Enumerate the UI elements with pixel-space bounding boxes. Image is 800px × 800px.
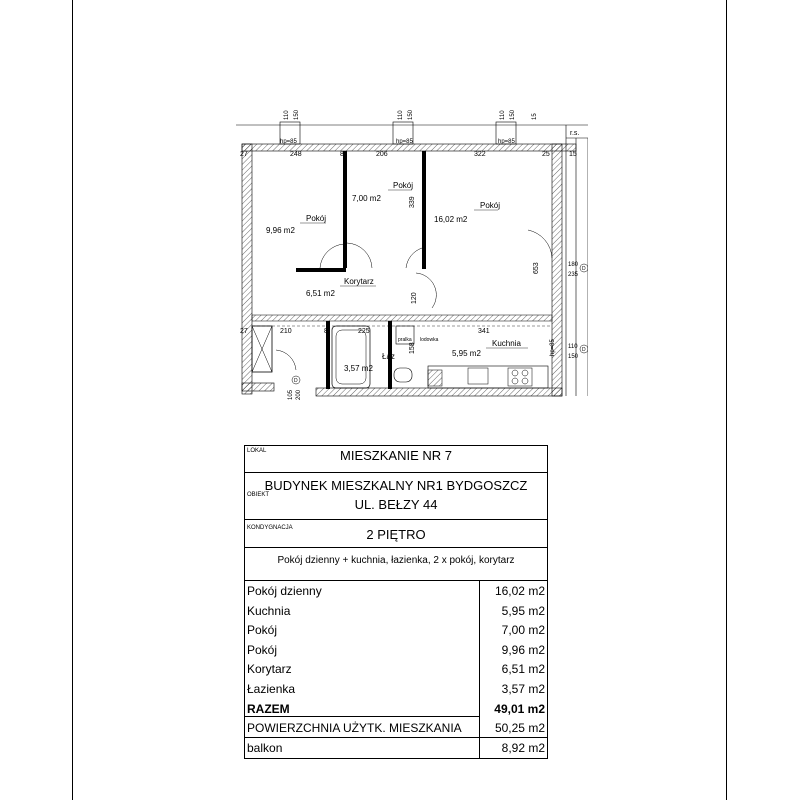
label-d1: D	[582, 266, 586, 272]
bathtub	[332, 326, 370, 388]
lokal-row	[245, 446, 547, 473]
kondygnacja-value: 2 PIĘTRO	[366, 527, 426, 542]
obiekt-label: OBIEKT	[247, 492, 270, 498]
room-1-name: Pokój	[306, 214, 327, 223]
wall-top	[242, 144, 576, 151]
table-row	[245, 679, 547, 699]
row-value: 50,25 m2	[494, 721, 545, 736]
wall-mid	[252, 315, 552, 321]
dim-110b: 110	[398, 110, 404, 120]
wall-inner-2	[422, 151, 426, 269]
wall-korytarz	[296, 268, 346, 272]
kondygnacja-label: KONDYGNACJA	[247, 525, 293, 531]
wall-inner-1	[343, 151, 347, 268]
description-row	[245, 548, 547, 581]
dim-158: 158	[409, 342, 416, 354]
room-6-area: 5,95 m2	[452, 349, 481, 358]
dim-235: 235	[568, 272, 579, 278]
wall-right	[552, 144, 562, 396]
dim-8c: 8	[324, 328, 328, 335]
label-d3: D	[294, 378, 298, 384]
dim-27a: 27	[240, 151, 248, 158]
dim-15b: 15	[532, 113, 538, 120]
dim-200: 200	[296, 389, 302, 400]
row-value: 8,92 m2	[501, 741, 545, 755]
row-name: Korytarz	[247, 662, 292, 677]
dim-248: 248	[290, 151, 302, 158]
room-3-area: 16,02 m2	[434, 215, 468, 224]
table-row	[245, 640, 547, 660]
page-border-right	[726, 0, 727, 800]
dim-hp4: hp=85	[550, 339, 556, 356]
dim-150c: 150	[510, 109, 516, 120]
label-rs: r.s.	[570, 130, 580, 137]
dim-hp3: hp=85	[498, 139, 515, 145]
dim-15: 15	[569, 151, 577, 158]
room-2-area: 7,00 m2	[352, 194, 381, 203]
room-4-name: Korytarz	[344, 277, 374, 286]
dim-25: 25	[542, 151, 550, 158]
dim-150a: 150	[294, 109, 300, 120]
row-value: 6,51 m2	[501, 662, 545, 677]
row-name: Pokój dzienny	[247, 584, 322, 598]
dim-339: 339	[409, 196, 416, 208]
wall-bottom-left	[242, 383, 274, 391]
wall-bottom	[316, 388, 562, 396]
room-4-area: 6,51 m2	[306, 289, 335, 298]
dim-110a: 110	[284, 110, 290, 120]
dim-206: 206	[376, 151, 388, 158]
table-row	[245, 581, 547, 601]
table-row	[245, 738, 547, 758]
row-name: RAZEM	[247, 701, 290, 716]
dim-120: 120	[411, 292, 418, 304]
table-row	[245, 601, 547, 621]
dim-653: 653	[533, 262, 540, 274]
dim-hp1: hp=85	[280, 139, 297, 145]
lokal-value: MIESZKANIE NR 7	[340, 448, 452, 463]
stove	[508, 368, 532, 386]
obiekt-line1: BUDYNEK MIESZKALNY NR1 BYDGOSZCZ	[264, 478, 528, 493]
row-name: balkon	[247, 741, 283, 755]
dim-8a: 8	[340, 151, 344, 158]
table-row	[245, 718, 547, 738]
area-table	[245, 581, 547, 758]
row-name: Pokój	[247, 623, 278, 638]
room-5-name: Łaz	[382, 352, 395, 361]
dim-210: 210	[280, 328, 292, 335]
dim-150b: 150	[408, 109, 414, 120]
table-row	[245, 620, 547, 640]
page-border-left	[72, 0, 73, 800]
room-1-area: 9,96 m2	[266, 226, 295, 235]
label-lodowka: lodowka	[420, 337, 439, 343]
row-value: 16,02 m2	[494, 584, 545, 598]
room-3-name: Pokój	[480, 201, 501, 210]
row-name: Kuchnia	[247, 603, 291, 618]
fridge	[428, 370, 442, 386]
label-d2: D	[582, 347, 586, 353]
row-value: 9,96 m2	[501, 642, 545, 657]
obiekt-row	[245, 473, 547, 520]
kondygnacja-row	[245, 520, 547, 548]
label-pralka: pralka	[398, 337, 412, 343]
dim-8d: 8	[388, 328, 392, 335]
dim-27b: 27	[240, 328, 248, 335]
dim-110d: 110	[568, 344, 578, 350]
table-row	[245, 659, 547, 679]
description: Pokój dzienny + kuchnia, łazienka, 2 x pokój, korytarz	[277, 555, 515, 566]
info-sheet	[244, 445, 548, 759]
row-value: 7,00 m2	[501, 623, 545, 638]
dim-341: 341	[478, 328, 490, 335]
room-2-name: Pokój	[393, 181, 414, 190]
dim-hp2: hp=85	[396, 139, 413, 145]
row-name: Pokój	[247, 642, 278, 657]
dim-180: 180	[568, 262, 579, 268]
toilet	[394, 368, 412, 382]
row-name: POWIERZCHNIA UŻYTK. MIESZKANIA	[247, 721, 462, 736]
row-value: 5,95 m2	[501, 603, 545, 618]
room-6-name: Kuchnia	[492, 339, 521, 348]
dim-8b: 8	[422, 151, 426, 158]
floor-plan	[236, 108, 588, 400]
obiekt-line2: UL. BEŁZY 44	[354, 497, 438, 512]
dim-322: 322	[474, 151, 486, 158]
dim-150d: 150	[568, 354, 579, 360]
row-name: Łazienka	[247, 682, 296, 696]
lokal-label: LOKAL	[247, 448, 267, 454]
kitchen-sink	[468, 368, 488, 384]
row-value: 49,01 m2	[494, 701, 545, 716]
row-value: 3,57 m2	[501, 682, 545, 696]
dim-105: 105	[288, 389, 294, 400]
dim-110c: 110	[500, 110, 506, 120]
wall-left	[242, 144, 252, 394]
dim-225: 225	[358, 328, 370, 335]
underline	[245, 716, 479, 717]
room-5-area: 3,57 m2	[344, 364, 373, 373]
